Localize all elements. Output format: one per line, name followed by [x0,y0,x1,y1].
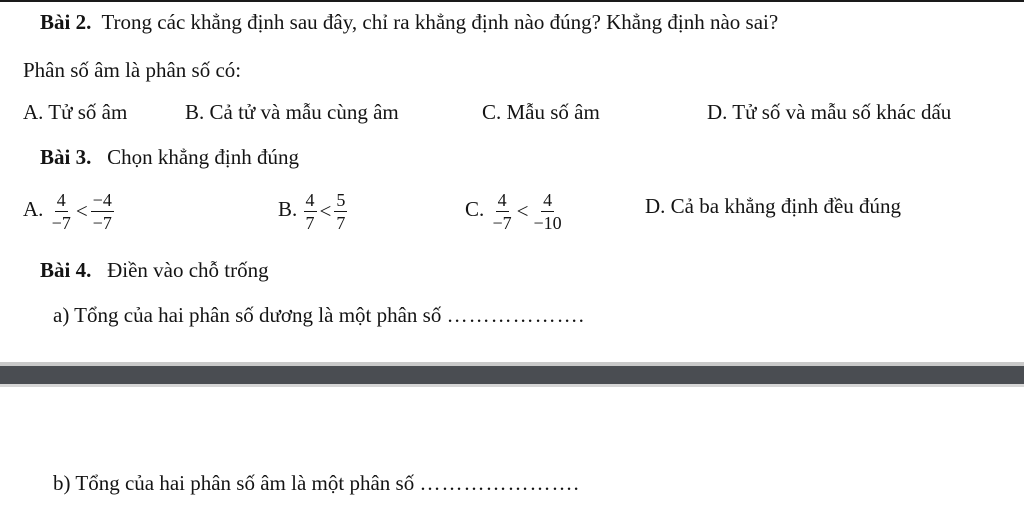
bai3-option-b [278,186,348,234]
bai2-option-a: A. Tử số âm [23,100,128,124]
top-rule [0,0,1024,2]
numerator: 5 [336,189,346,210]
bai2-question [40,9,778,35]
numerator: 4 [305,189,315,210]
bai4-item-a [53,302,585,328]
separator-band [0,366,1024,384]
denominator: −7 [492,212,512,233]
bai2-option-c: C. Mẫu số âm [482,100,600,124]
bai2-label: Bài 2. [40,10,92,34]
bai3-option-a [23,186,115,234]
bai3-c-letter: C. [465,197,485,221]
fraction [334,190,347,233]
bai3-b-letter: B. [278,197,298,221]
numerator: 4 [56,189,66,210]
bai4-b-blank[interactable]: …………………. [419,471,580,495]
bai4-b-text: b) Tổng của hai phân số âm là một phân số [53,471,415,495]
fraction [50,190,73,233]
bai3-a-letter: A. [23,197,44,221]
bai4-a-blank[interactable]: ………………. [446,303,585,327]
bai2-prompt: Phân số âm là phân số có: [23,58,242,82]
bai4-a-text: a) Tổng của hai phân số dương là một phân số [53,303,442,327]
bai3-option-c [465,186,565,234]
less-than-sign: < [516,199,529,224]
bai3-option-d: D. Cả ba khẳng định đều đúng [645,194,902,218]
bai3-label: Bài 3. [40,145,92,169]
denominator: 7 [305,212,315,233]
denominator: 7 [336,212,346,233]
bai3-title: Chọn khẳng định đúng [107,145,300,169]
fraction [91,190,114,233]
bai2-option-b: B. Cả tử và mẫu cùng âm [185,100,399,124]
numerator: 4 [543,189,553,210]
bai4-item-b [53,470,580,496]
bai4-title: Điền vào chỗ trống [107,258,269,282]
numerator: 4 [497,189,507,210]
less-than-sign: < [319,199,332,224]
bai2-option-d: D. Tử số và mẫu số khác dấu [707,100,952,124]
fraction [532,190,564,233]
denominator: −7 [92,212,112,233]
denominator: −7 [51,212,71,233]
numerator: −4 [92,189,112,210]
bai4-label: Bài 4. [40,258,92,282]
separator-shadow [0,384,1024,387]
fraction [491,190,514,233]
bai3-heading [40,144,299,170]
bai2-question-text: Trong các khẳng định sau đây, chỉ ra khẳng định nào đúng? Khẳng định nào sai? [101,10,779,34]
bai4-heading [40,257,269,283]
less-than-sign: < [75,199,88,224]
fraction [304,190,317,233]
denominator: −10 [533,212,562,233]
